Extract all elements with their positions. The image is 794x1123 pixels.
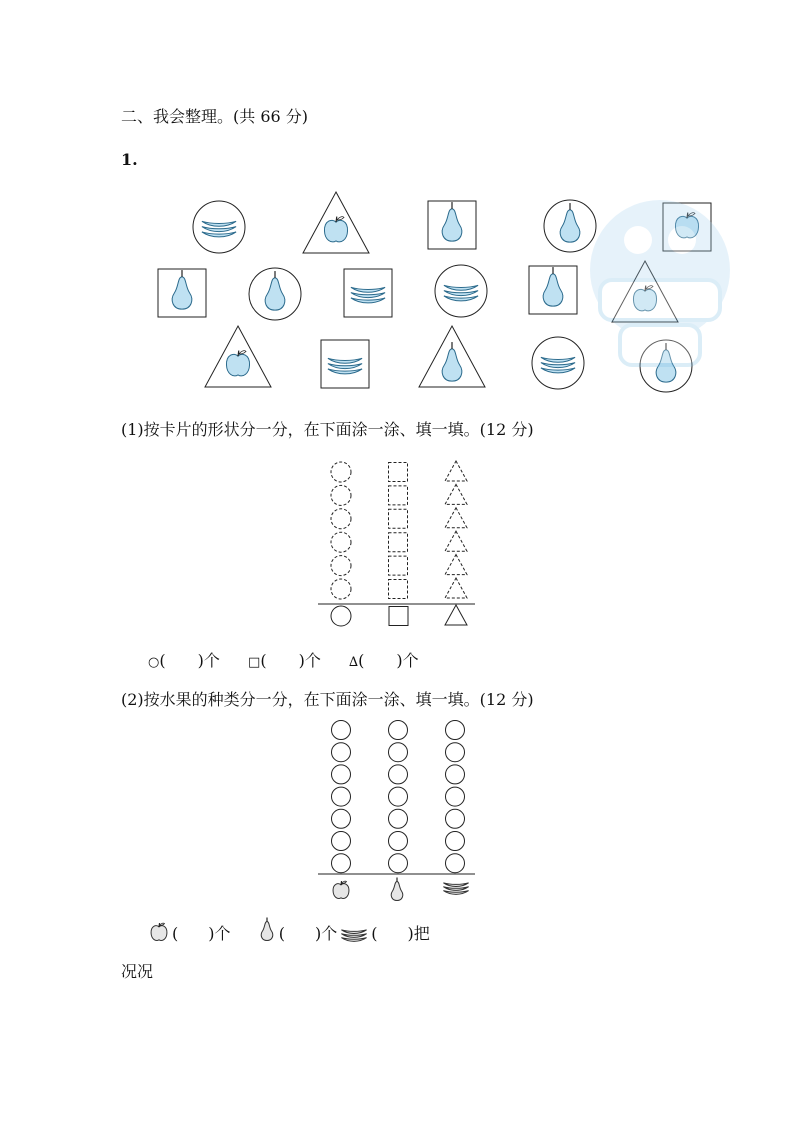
- fruit-cell[interactable]: [389, 809, 408, 828]
- square-cell[interactable]: [389, 533, 408, 552]
- card-circle-banana: [532, 337, 584, 389]
- answer-triangle-icon: ∆: [349, 655, 359, 670]
- fruit-cell[interactable]: [332, 765, 351, 784]
- fruit-cell[interactable]: [446, 854, 465, 873]
- answer-open: (: [358, 651, 365, 670]
- answer-unit: 个: [321, 924, 338, 943]
- card-triangle-apple: [303, 192, 369, 253]
- question-number: 1.: [121, 150, 138, 169]
- answer-circle-icon: ○: [148, 655, 160, 670]
- square-cell[interactable]: [389, 486, 408, 505]
- card-square-banana: [344, 269, 392, 317]
- card-square-pear: [158, 269, 206, 317]
- answer-square-icon: □: [248, 655, 261, 670]
- fruit-cell[interactable]: [389, 854, 408, 873]
- answer-open: (: [172, 924, 179, 943]
- fruit-cell[interactable]: [446, 787, 465, 806]
- fruit-cell[interactable]: [332, 743, 351, 762]
- part1-shape-chart: [0, 450, 794, 630]
- square-cell[interactable]: [389, 580, 408, 599]
- fruit-cell[interactable]: [332, 854, 351, 873]
- fruit-cell[interactable]: [446, 809, 465, 828]
- card-triangle-apple: [205, 326, 271, 387]
- answer-unit: 把: [413, 924, 430, 943]
- fruit-cell[interactable]: [389, 765, 408, 784]
- answer-apple-icon: [146, 916, 172, 944]
- label-banana-icon: [443, 883, 468, 895]
- fruit-cell[interactable]: [332, 832, 351, 851]
- part2-instruction: (2)按水果的种类分一分，在下面涂一涂、填一填。(12 分): [121, 690, 534, 709]
- fruit-cell[interactable]: [332, 809, 351, 828]
- fruit-cell[interactable]: [332, 787, 351, 806]
- section-title: 二、我会整理。(共 66 分): [121, 107, 309, 126]
- circle-cell[interactable]: [331, 579, 351, 599]
- answer-unit: 个: [214, 924, 231, 943]
- card-triangle-pear: [419, 326, 485, 387]
- answer-open: (: [278, 924, 285, 943]
- watermark-logo-icon: [580, 185, 740, 385]
- fruit-cell[interactable]: [446, 721, 465, 740]
- label-circle: [331, 606, 351, 626]
- card-square-pear: [428, 201, 476, 249]
- answer-open: (: [159, 651, 166, 670]
- circle-cell[interactable]: [331, 462, 351, 482]
- answer-close: ): [407, 924, 414, 943]
- answer-close: ): [298, 651, 305, 670]
- circle-cell[interactable]: [331, 532, 351, 552]
- triangle-cell[interactable]: [445, 484, 467, 504]
- answer-open: (: [371, 924, 378, 943]
- circle-cell[interactable]: [331, 485, 351, 505]
- card-circle-pear: [249, 268, 301, 320]
- fruit-cell[interactable]: [446, 832, 465, 851]
- answer-pear-icon: [255, 912, 279, 944]
- triangle-cell[interactable]: [445, 531, 467, 551]
- answer-close: ): [314, 924, 322, 943]
- fruit-cell[interactable]: [389, 832, 408, 851]
- answer-unit: 个: [304, 651, 321, 670]
- circle-cell[interactable]: [331, 509, 351, 529]
- square-cell[interactable]: [389, 463, 408, 482]
- circle-cell[interactable]: [331, 556, 351, 576]
- fruit-cell[interactable]: [446, 743, 465, 762]
- footer-text: 况况: [121, 962, 154, 981]
- square-cell[interactable]: [389, 556, 408, 575]
- triangle-cell[interactable]: [445, 508, 467, 528]
- triangle-cell[interactable]: [445, 555, 467, 575]
- answer-unit: 个: [402, 651, 419, 670]
- label-pear-icon: [391, 878, 403, 901]
- part2-fruit-chart: [0, 715, 794, 925]
- triangle-cell[interactable]: [445, 461, 467, 481]
- fruit-cell[interactable]: [332, 721, 351, 740]
- answer-open: (: [260, 651, 267, 670]
- answer-close: ): [197, 651, 204, 670]
- card-circle-banana: [435, 265, 487, 317]
- fruit-cell[interactable]: [446, 765, 465, 784]
- label-square: [389, 607, 408, 626]
- fruit-cell[interactable]: [389, 787, 408, 806]
- card-square-pear: [529, 266, 577, 314]
- fruit-cell[interactable]: [389, 721, 408, 740]
- part1-instruction: (1)按卡片的形状分一分，在下面涂一涂、填一填。(12 分): [121, 420, 534, 439]
- label-apple-icon: [333, 881, 349, 898]
- fruit-cell[interactable]: [389, 743, 408, 762]
- card-square-banana: [321, 340, 369, 388]
- triangle-cell[interactable]: [445, 578, 467, 598]
- label-triangle: [445, 605, 467, 625]
- part1-answer-line: [148, 648, 419, 671]
- answer-banana-icon: [337, 924, 371, 944]
- square-cell[interactable]: [389, 509, 408, 528]
- card-circle-banana: [193, 201, 245, 253]
- answer-close: ): [208, 924, 215, 943]
- part2-answer-line: [146, 912, 430, 952]
- answer-unit: 个: [203, 651, 220, 670]
- answer-close: ): [396, 651, 403, 670]
